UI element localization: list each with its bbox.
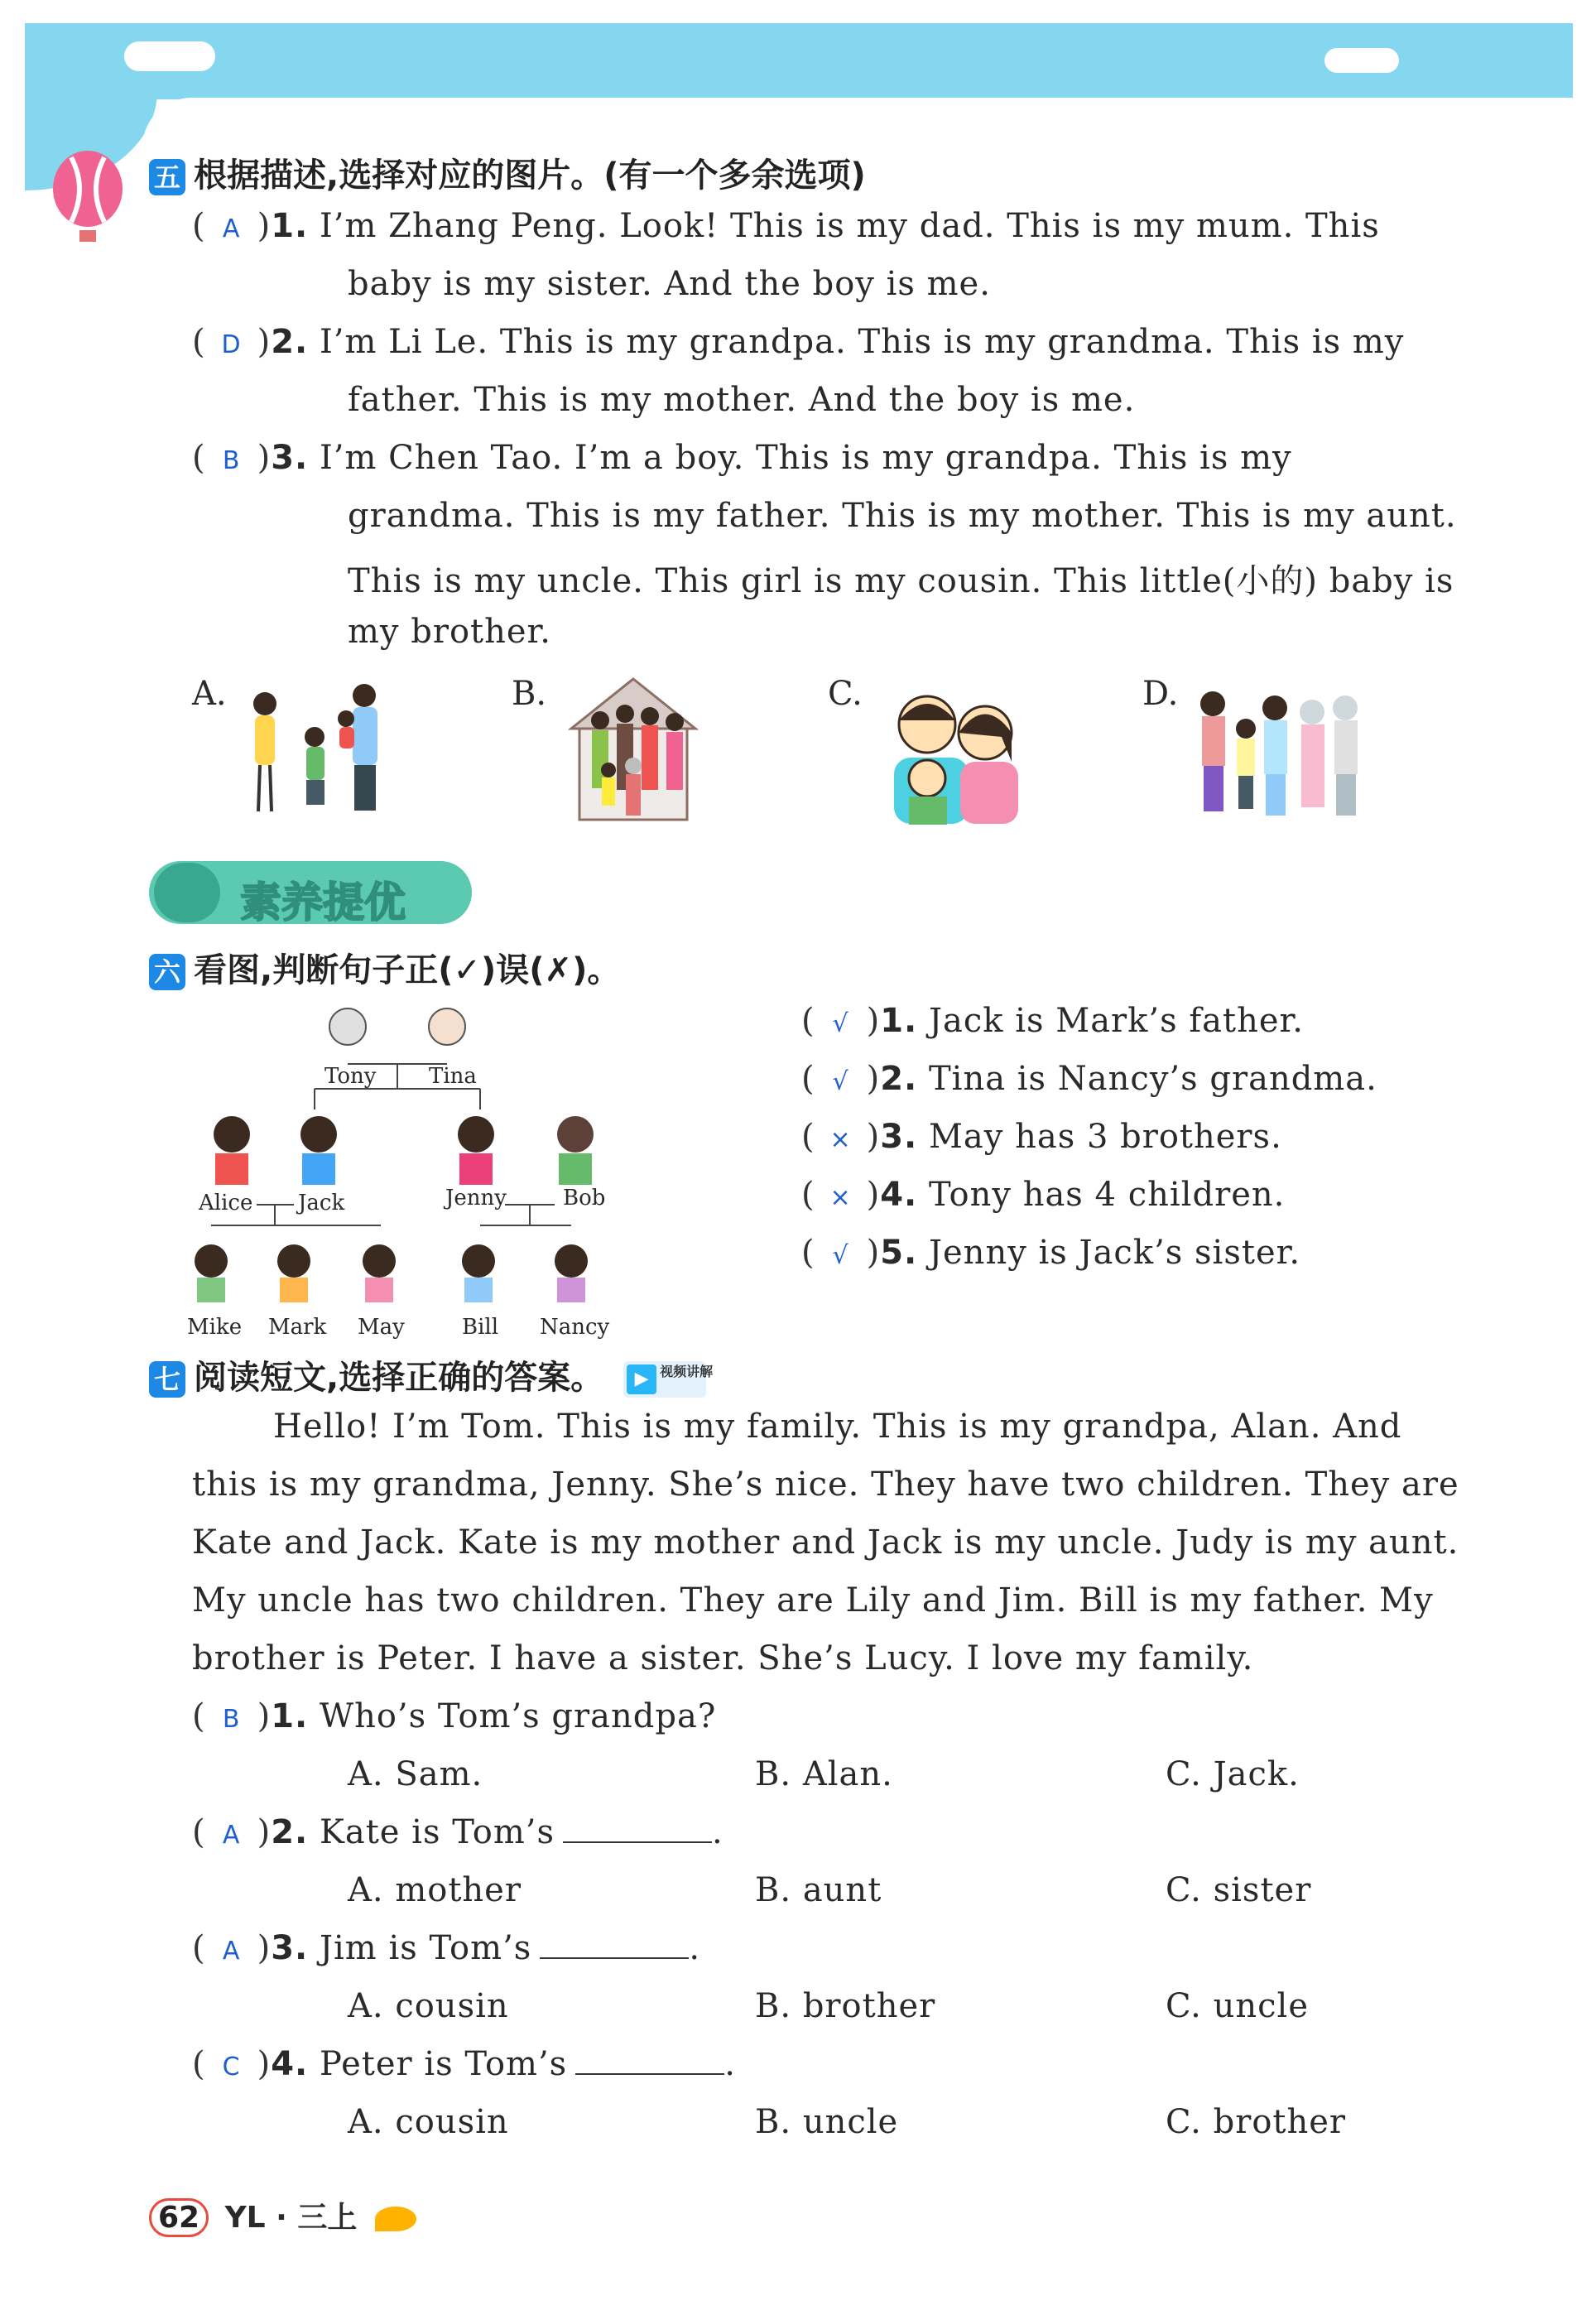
passage-line: My uncle has two children. They are Lily and Jim. Bill is my father. My xyxy=(192,1581,1434,1620)
choice-a: A. cousin xyxy=(348,1987,509,2025)
question-text: Tony has 4 children. xyxy=(928,1176,1286,1214)
page-number: 62 xyxy=(149,2198,209,2237)
choice-b: B. Alan. xyxy=(755,1755,893,1793)
video-badge-label: 视频讲解 xyxy=(660,1364,714,1379)
answer-mark: √ xyxy=(832,1241,849,1270)
hot-air-balloon-icon xyxy=(46,149,129,248)
section-number: 五 xyxy=(149,159,185,195)
reading-question: ( A )3. Jim is Tom’s . xyxy=(192,1929,701,1967)
tree-label-mike: Mike xyxy=(187,1315,243,1340)
choice-c: C. Jack. xyxy=(1166,1755,1300,1793)
passage-line: Kate and Jack. Kate is my mother and Jack is my uncle. Judy is my aunt. xyxy=(192,1523,1459,1562)
play-icon: ▶ xyxy=(627,1364,656,1394)
answer-blank xyxy=(575,2073,724,2075)
q5-3-line-4: my brother. xyxy=(348,613,551,651)
tree-label-tina: Tina xyxy=(429,1064,477,1089)
question-text: Jim is Tom’s xyxy=(319,1929,532,1967)
passage-line: brother is Peter. I have a sister. She’s Lucy. I love my family. xyxy=(192,1639,1254,1677)
page-footer xyxy=(149,2194,416,2237)
reading-question: ( B )1. Who’s Tom’s grandpa? xyxy=(192,1697,717,1735)
question-text: Kate is Tom’s xyxy=(319,1813,555,1851)
judgment-item: ( √ )5. Jenny is Jack’s sister. xyxy=(801,1234,1301,1272)
q5-2-line-2: father. This is my mother. And the boy is me. xyxy=(348,381,1136,419)
option-label-a: A. xyxy=(192,675,227,713)
question-number: 5. xyxy=(880,1234,918,1272)
question-number: 4. xyxy=(271,2045,309,2083)
cloud-icon xyxy=(1324,48,1399,73)
section-6-heading xyxy=(149,944,620,991)
q5-1-line-1: ( A )1. I’m Zhang Peng. Look! This is my dad. This is my mum. This xyxy=(192,207,1380,245)
answer-mark: √ xyxy=(832,1009,849,1038)
tree-label-mark: Mark xyxy=(268,1315,327,1340)
answer-blank xyxy=(563,1841,712,1843)
section-5-heading xyxy=(149,149,866,196)
judgment-item: ( × )4. Tony has 4 children. xyxy=(801,1176,1286,1214)
family-picture-d xyxy=(1192,683,1370,828)
question-number: 4. xyxy=(880,1176,918,1214)
choice-b: B. uncle xyxy=(755,2103,899,2141)
answer-mark: A xyxy=(222,1937,241,1966)
banner-text: 素养提优 xyxy=(240,878,406,926)
family-picture-c xyxy=(869,687,1026,828)
q5-3-line-1: ( B )3. I’m Chen Tao. I’m a boy. This is my grandpa. This is my xyxy=(192,439,1292,477)
tree-label-jack: Jack xyxy=(298,1191,345,1215)
judgment-item: ( √ )1. Jack is Mark’s father. xyxy=(801,1002,1304,1040)
q5-3-line-3: This is my uncle. This girl is my cousin. This little(小的) baby is xyxy=(348,562,1454,600)
choice-c: C. sister xyxy=(1166,1871,1312,1909)
answer-mark: × xyxy=(829,1125,852,1154)
choice-b: B. brother xyxy=(755,1987,936,2025)
section-title: 阅读短文,选择正确的答案。 xyxy=(194,1359,604,1397)
family-tree-diagram xyxy=(182,998,629,1345)
option-label-b: B. xyxy=(512,675,547,713)
choice-a: A. cousin xyxy=(348,2103,509,2141)
question-number: 2. xyxy=(271,1813,309,1851)
tree-label-jenny: Jenny xyxy=(445,1186,507,1210)
book-label: YL · 三上 xyxy=(224,2201,358,2235)
answer-blank xyxy=(540,1957,689,1959)
cloud-icon xyxy=(124,41,215,71)
judgment-item: ( √ )2. Tina is Nancy’s grandma. xyxy=(801,1060,1377,1098)
option-label-d: D. xyxy=(1142,675,1179,713)
answer-mark: C xyxy=(222,2053,241,2082)
question-number: 2. xyxy=(271,323,309,361)
trophy-icon xyxy=(154,863,220,922)
tree-label-bob: Bob xyxy=(563,1186,606,1210)
question-text: Tina is Nancy’s grandma. xyxy=(928,1060,1377,1098)
question-text: Jenny is Jack’s sister. xyxy=(928,1234,1301,1272)
tree-label-nancy: Nancy xyxy=(540,1315,610,1340)
question-number: 1. xyxy=(271,1697,309,1735)
family-picture-b xyxy=(563,671,704,828)
question-text: May has 3 brothers. xyxy=(928,1118,1282,1156)
question-text: I’m Li Le. This is my grandpa. This is my grandma. This is my xyxy=(319,323,1405,361)
choice-a: A. Sam. xyxy=(348,1755,483,1793)
reading-question: ( C )4. Peter is Tom’s . xyxy=(192,2045,736,2083)
tree-label-alice: Alice xyxy=(199,1191,253,1215)
section-7-heading xyxy=(149,1351,714,1398)
choice-b: B. aunt xyxy=(755,1871,882,1909)
tree-label-tony: Tony xyxy=(324,1064,377,1089)
question-text: I’m Zhang Peng. Look! This is my dad. This is my mum. This xyxy=(319,207,1380,245)
tree-label-bill: Bill xyxy=(462,1315,499,1340)
answer-mark: √ xyxy=(832,1067,849,1096)
question-number: 1. xyxy=(271,207,309,245)
option-label-c: C. xyxy=(828,675,863,713)
judgment-item: ( × )3. May has 3 brothers. xyxy=(801,1118,1282,1156)
answer-mark: B xyxy=(222,1705,241,1734)
q5-3-line-2: grandma. This is my father. This is my mother. This is my aunt. xyxy=(348,497,1457,535)
q5-2-line-1: ( D )2. I’m Li Le. This is my grandpa. This is my grandma. This is my xyxy=(192,323,1405,361)
bird-icon xyxy=(375,2207,416,2231)
reading-question: ( A )2. Kate is Tom’s . xyxy=(192,1813,723,1851)
question-number: 3. xyxy=(271,1929,309,1967)
question-number: 1. xyxy=(880,1002,918,1040)
q5-1-line-2: baby is my sister. And the boy is me. xyxy=(348,265,991,303)
video-lesson-button[interactable] xyxy=(623,1361,714,1398)
question-text: I’m Chen Tao. I’m a boy. This is my grandpa. This is my xyxy=(319,439,1292,477)
question-number: 3. xyxy=(271,439,309,477)
choice-a: A. mother xyxy=(348,1871,522,1909)
section-number: 七 xyxy=(149,1361,185,1398)
choice-c: C. brother xyxy=(1166,2103,1347,2141)
answer-mark: × xyxy=(829,1183,852,1212)
question-text: Who’s Tom’s grandpa? xyxy=(319,1697,717,1735)
answer-mark: A xyxy=(222,214,241,243)
passage-line: Hello! I’m Tom. This is my family. This is my grandpa, Alan. And xyxy=(273,1408,1402,1446)
section-title: 根据描述,选择对应的图片。(有一个多余选项) xyxy=(194,156,866,195)
answer-mark: A xyxy=(222,1821,241,1850)
family-picture-a xyxy=(240,679,397,828)
question-number: 2. xyxy=(880,1060,918,1098)
answer-mark: D xyxy=(221,330,242,359)
choice-c: C. uncle xyxy=(1166,1987,1309,2025)
section-title: 看图,判断句子正(✓)误(✗)。 xyxy=(194,951,621,989)
question-text: Jack is Mark’s father. xyxy=(928,1002,1304,1040)
answer-mark: B xyxy=(222,446,241,475)
passage-line: this is my grandma, Jenny. She’s nice. They have two children. They are xyxy=(192,1466,1459,1504)
question-number: 3. xyxy=(880,1118,918,1156)
question-text: Peter is Tom’s xyxy=(319,2045,568,2083)
tree-label-may: May xyxy=(358,1315,405,1340)
section-number: 六 xyxy=(149,954,185,990)
